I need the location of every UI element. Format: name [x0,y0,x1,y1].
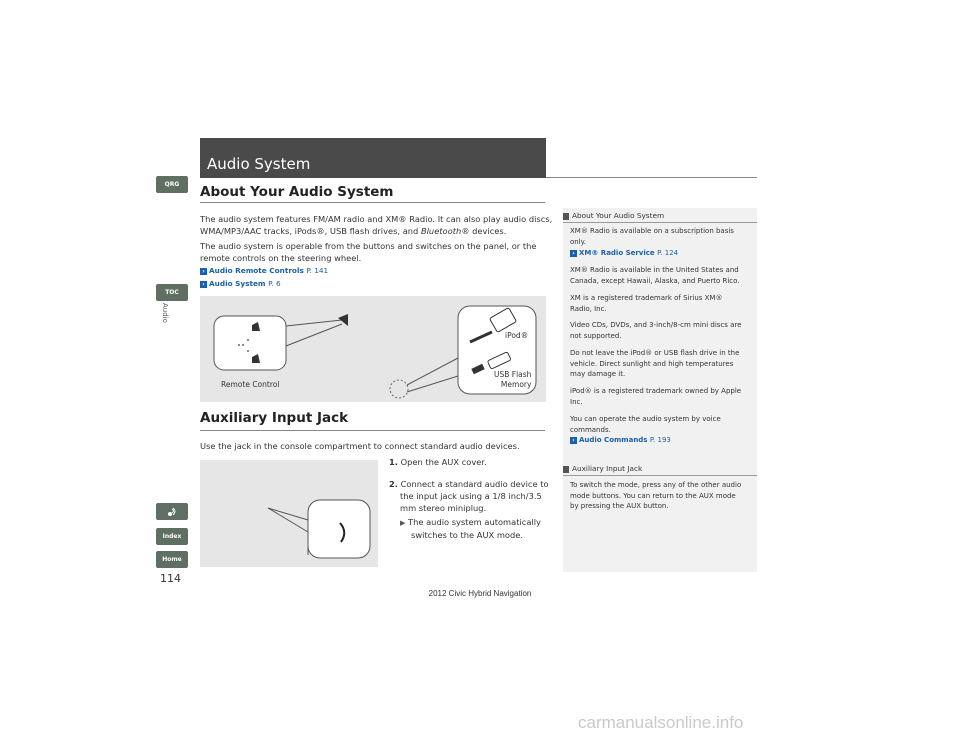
about-para1-text: WMA/MP3/AAC tracks, iPods®, USB flash drives, and [200,226,421,236]
note1-p2-line2: Canada, except Hawaii, Alaska, and Puerto Rico. [570,276,740,285]
usb-label-line1: USB Flash [494,370,532,379]
about-heading: About Your Audio System [200,184,394,200]
xref2-label: Audio System [209,279,266,288]
section-rule [546,177,757,178]
note1-p6-line1: iPod® is a registered trademark owned by Apple [570,387,742,395]
aux-heading: Auxiliary Input Jack [200,410,349,426]
note1-link1-label: XM® Radio Service [579,249,655,257]
note1-p6-line2: Inc. [570,397,583,406]
qrg-tab-label: QRG [164,181,180,188]
voice-icon [167,507,177,517]
about-paragraph-2 [200,240,536,264]
note1-link1-page: P. 124 [657,249,679,257]
page-number: 114 [160,572,181,585]
xref-xm-radio-service[interactable] [570,249,678,257]
xref-audio-system[interactable] [200,279,281,288]
step2-line3: mm stereo miniplug. [400,503,487,513]
about-para2-line1: The audio system is operable from the buttons and switches on the panel, or the [200,241,537,251]
section-title-bar [200,138,546,178]
ipod-label: iPod® [505,331,529,340]
note1-title [563,211,757,223]
result-line2: switches to the AUX mode. [411,530,524,540]
index-tab[interactable] [156,528,188,545]
xref-arrow-icon: › [200,281,207,288]
note1-p1-line2: only. [570,237,587,246]
note-icon [563,466,569,473]
usb-label [494,370,531,390]
xref-audio-commands[interactable] [570,436,671,444]
aux-intro: Use the jack in the console compartment to connect standard audio devices. [200,441,520,451]
about-para2-line2: remote controls on the steering wheel. [200,253,362,263]
step2-number: 2. [389,479,398,489]
step2-line2: the input jack using a 1/8 inch/3.5 [400,491,542,501]
home-tab-label: Home [162,556,182,563]
step1-text: Open the AUX cover. [400,457,487,467]
note1-p5-line3: may damage it. [570,370,626,378]
step2-line1: Connect a standard audio device to [400,479,549,489]
note1-link2-page: P. 193 [649,436,671,444]
qrg-tab[interactable] [156,176,188,193]
note1-p3 [570,293,752,314]
aux-jack-figure [200,460,378,567]
note2-p1 [570,480,752,512]
note1-p7 [570,414,752,435]
audio-system-figure [200,296,546,402]
note1-p7-line1: You can operate the audio system by voice [570,415,721,423]
about-para1-end: devices. [469,226,507,236]
usb-label-line2: Memory [500,380,532,389]
section-title: Audio System [207,155,311,173]
note1-p5 [570,348,752,380]
note1-p3-line2: Radio, Inc. [570,304,607,313]
xref2-page: P. 6 [268,279,281,288]
voice-tab[interactable] [156,503,188,520]
note2-title [563,464,757,476]
step1-number: 1. [389,457,398,467]
xref-arrow-icon: › [200,268,207,275]
xref1-page: P. 141 [306,266,329,275]
note1-p5-line2: vehicle. Direct sunlight and high temperatures [570,359,734,368]
note2-title-text: Auxiliary Input Jack [572,464,643,473]
note1-p2-line1: XM® Radio is available in the United States and [570,266,739,274]
note-icon [563,213,569,220]
note1-title-text: About Your Audio System [572,211,665,220]
note1-p4-line2: not supported. [570,331,622,340]
xref-arrow-icon: › [570,437,577,444]
home-tab[interactable] [156,551,188,568]
result-arrow-icon: ▶ [400,519,406,527]
aux-step-2 [389,478,549,514]
about-heading-rule [200,202,545,203]
about-paragraph-1 [200,213,552,237]
note1-p1 [570,226,752,247]
xref1-label: Audio Remote Controls [209,266,304,275]
note1-p2 [570,265,752,286]
toc-tab-label: TOC [165,289,179,296]
toc-tab[interactable] [156,284,188,301]
aux-jack-illustration [200,460,378,567]
about-para1-line2 [200,225,552,237]
note1-link2-label: Audio Commands [579,436,648,444]
aux-heading-rule [200,430,545,431]
footer-title: 2012 Civic Hybrid Navigation [428,589,532,598]
note2-p1-line2: mode buttons. You can return to the AUX mode [570,491,736,500]
aux-step-1 [389,456,487,468]
about-para1-line1: The audio system features FM/AM radio and XM® Radio. It can also play audio discs, [200,214,553,224]
note2-p1-line3: by pressing the AUX button. [570,502,669,510]
note1-p3-line1: XM is a registered trademark of Sirius XM® [570,294,723,302]
xref-audio-remote-controls[interactable] [200,266,328,275]
chapter-label: Audio [161,303,169,323]
note1-p6 [570,386,752,407]
watermark: carmanualsonline.info [578,713,744,732]
remote-control-label: Remote Control [221,380,280,389]
note1-p4 [570,320,752,341]
note1-p5-line1: Do not leave the iPod® or USB flash drive in the [570,349,740,357]
aux-step-result [400,516,541,541]
xref-arrow-icon: › [570,250,577,257]
bluetooth-term: Bluetooth® [420,226,470,236]
result-line1: The audio system automatically [408,517,541,527]
note1-p1-line1: XM® Radio is available on a subscription basis [570,227,734,235]
note2-p1-line1: To switch the mode, press any of the other audio [570,481,742,489]
note1-p4-line1: Video CDs, DVDs, and 3-inch/8-cm mini discs are [570,321,742,329]
index-tab-label: Index [162,533,182,540]
note1-p7-line2: commands. [570,425,611,434]
